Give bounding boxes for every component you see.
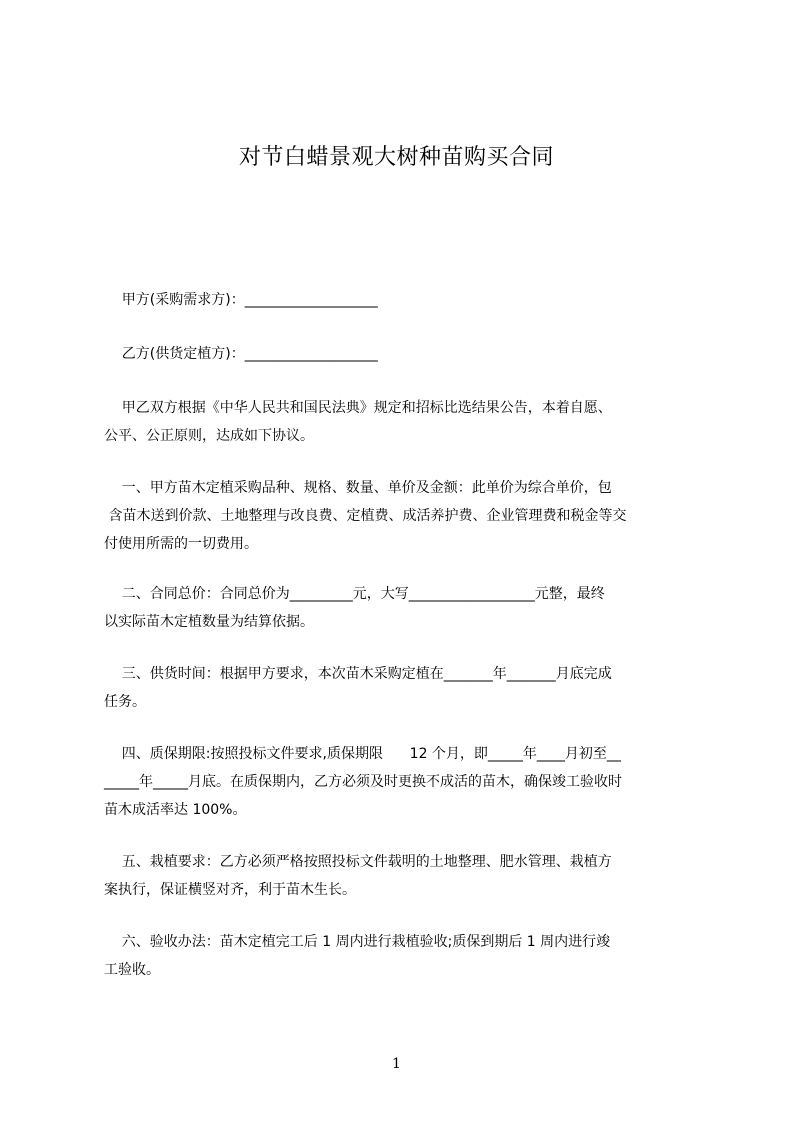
- clause-6-line-1: 六、验收办法：苗木定植完工后 1 周内进行栽植验收;质保到期后 1 周内进行竣: [104, 934, 611, 950]
- clause-3-line-2: 任务。: [104, 694, 146, 710]
- clause-6-line-2: 工验收。: [104, 962, 160, 978]
- clause-4-line-1: 四、质保期限:按照投标文件要求,质保期限 12 个月，即_____年____月初至__: [104, 746, 621, 762]
- clause-5-line-1: 五、栽植要求：乙方必须严格按照投标文件载明的土地整理、肥水管理、栽植方: [104, 854, 612, 870]
- party-b-line: 乙方(供货定植方)：___________________: [104, 346, 378, 362]
- page-number: 1: [392, 1056, 401, 1072]
- clause-5-line-2: 案执行，保证横竖对齐，利于苗木生长。: [104, 882, 356, 898]
- clause-4-line-3: 苗木成活率达 100%。: [104, 802, 247, 818]
- intro-line-2: 公平、公正原则，达成如下协议。: [104, 428, 314, 444]
- clause-2-line-2: 以实际苗木定植数量为结算依据。: [104, 614, 314, 630]
- clause-3-line-1: 三、供货时间：根据甲方要求，本次苗木采购定植在_______年_______月底完成: [104, 666, 612, 682]
- clause-4-line-2: _____年_____月底。在质保期内，乙方必须及时更换不成活的苗木，确保竣工验收时: [104, 774, 622, 790]
- intro-line-1: 甲乙双方根据《中华人民共和国民法典》规定和招标比选结果公告，本着自愿、: [104, 400, 612, 416]
- clause-2-line-1: 二、合同总价：合同总价为_________元，大写__________________元整，最终: [104, 586, 605, 602]
- clause-1-line-3: 付使用所需的一切费用。: [104, 536, 258, 552]
- clause-1-line-1: 一、甲方苗木定植采购品种、规格、数量、单价及金额：此单价为综合单价，包: [104, 480, 612, 496]
- page-title: 对节白蜡景观大树种苗购买合同: [238, 145, 554, 170]
- party-a-line: 甲方(采购需求方)：___________________: [104, 292, 378, 308]
- clause-1-line-2: 含苗木送到价款、土地整理与改良费、定植费、成活养护费、企业管理费和税金等交: [104, 508, 627, 524]
